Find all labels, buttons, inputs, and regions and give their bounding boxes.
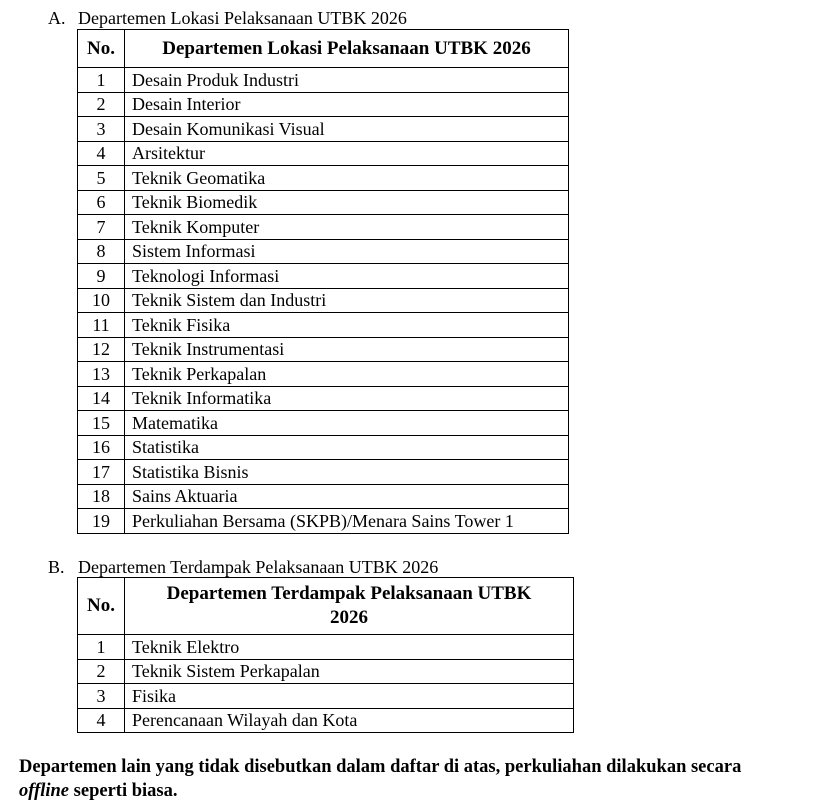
- table-row: [78, 68, 569, 93]
- section-a-letter: A.: [48, 8, 66, 28]
- table-row: [78, 288, 569, 313]
- row-number: 4: [78, 708, 125, 733]
- row-number: 4: [78, 141, 125, 166]
- table-row: [78, 141, 569, 166]
- table-row: [78, 190, 569, 215]
- row-number: 7: [78, 215, 125, 240]
- table-header-row: [78, 578, 574, 635]
- row-department-name: Sains Aktuaria: [125, 484, 569, 509]
- row-number: 11: [78, 313, 125, 338]
- table-row: [78, 166, 569, 191]
- row-number: 9: [78, 264, 125, 289]
- table-row: [78, 708, 574, 733]
- row-department-name: Teknik Sistem dan Industri: [125, 288, 569, 313]
- row-number: 13: [78, 362, 125, 387]
- row-number: 1: [78, 635, 125, 660]
- table-row: [78, 659, 574, 684]
- row-department-name: Teknik Informatika: [125, 386, 569, 411]
- affected-departments-table: [77, 577, 574, 733]
- table-row: [78, 435, 569, 460]
- row-number: 15: [78, 411, 125, 436]
- row-department-name: Teknologi Informasi: [125, 264, 569, 289]
- header-no: No.: [78, 30, 125, 68]
- header-department-line1: Departemen Terdampak Pelaksanaan UTBK: [166, 583, 532, 604]
- header-no: No.: [78, 578, 125, 635]
- table-row: [78, 460, 569, 485]
- table-row: [78, 313, 569, 338]
- row-department-name: Sistem Informasi: [125, 239, 569, 264]
- row-number: 2: [78, 92, 125, 117]
- table-row: [78, 684, 574, 709]
- table-row: [78, 411, 569, 436]
- row-number: 3: [78, 117, 125, 142]
- row-number: 17: [78, 460, 125, 485]
- row-department-name: Teknik Instrumentasi: [125, 337, 569, 362]
- table-row: [78, 484, 569, 509]
- header-department: [125, 578, 574, 635]
- row-department-name: Fisika: [125, 684, 574, 709]
- section-b-title: Departemen Terdampak Pelaksanaan UTBK 2026: [78, 557, 439, 577]
- row-number: 6: [78, 190, 125, 215]
- location-departments-body: [78, 68, 569, 534]
- table-row: [78, 117, 569, 142]
- row-department-name: Teknik Elektro: [125, 635, 574, 660]
- row-department-name: Arsitektur: [125, 141, 569, 166]
- row-number: 3: [78, 684, 125, 709]
- row-department-name: Desain Komunikasi Visual: [125, 117, 569, 142]
- row-number: 18: [78, 484, 125, 509]
- table-row: [78, 92, 569, 117]
- row-department-name: Statistika: [125, 435, 569, 460]
- table-row: [78, 239, 569, 264]
- table-row: [78, 635, 574, 660]
- row-number: 5: [78, 166, 125, 191]
- row-department-name: Matematika: [125, 411, 569, 436]
- row-number: 16: [78, 435, 125, 460]
- row-number: 1: [78, 68, 125, 93]
- footer-offline-emphasis: offline: [19, 781, 70, 801]
- footer-note: [19, 755, 819, 803]
- affected-departments-body: [78, 635, 574, 733]
- row-number: 8: [78, 239, 125, 264]
- table-row: [78, 337, 569, 362]
- row-department-name: Teknik Fisika: [125, 313, 569, 338]
- table-row: [78, 215, 569, 240]
- row-department-name: Desain Interior: [125, 92, 569, 117]
- row-number: 14: [78, 386, 125, 411]
- row-department-name: Teknik Geomatika: [125, 166, 569, 191]
- header-department-line2: 2026: [330, 607, 368, 628]
- row-department-name: Statistika Bisnis: [125, 460, 569, 485]
- row-number: 19: [78, 509, 125, 534]
- row-number: 12: [78, 337, 125, 362]
- footer-line2-rest: seperti biasa.: [69, 781, 178, 801]
- section-a-heading: [48, 8, 407, 28]
- row-department-name: Teknik Biomedik: [125, 190, 569, 215]
- section-b-letter: B.: [48, 557, 65, 577]
- footer-line1: Departemen lain yang tidak disebutkan dalam daftar di atas, perkuliahan dilakukan secara: [19, 757, 742, 777]
- header-department: Departemen Lokasi Pelaksanaan UTBK 2026: [125, 30, 569, 68]
- table-row: [78, 264, 569, 289]
- row-number: 10: [78, 288, 125, 313]
- row-department-name: Perencanaan Wilayah dan Kota: [125, 708, 574, 733]
- section-b-heading: [48, 557, 438, 577]
- table-row: [78, 362, 569, 387]
- row-department-name: Desain Produk Industri: [125, 68, 569, 93]
- row-department-name: Teknik Sistem Perkapalan: [125, 659, 574, 684]
- table-row: [78, 509, 569, 534]
- row-number: 2: [78, 659, 125, 684]
- table-header-row: [78, 30, 569, 68]
- location-departments-table: [77, 29, 569, 534]
- row-department-name: Teknik Perkapalan: [125, 362, 569, 387]
- section-a-title: Departemen Lokasi Pelaksanaan UTBK 2026: [78, 8, 407, 28]
- row-department-name: Perkuliahan Bersama (SKPB)/Menara Sains Tower 1: [125, 509, 569, 534]
- row-department-name: Teknik Komputer: [125, 215, 569, 240]
- table-row: [78, 386, 569, 411]
